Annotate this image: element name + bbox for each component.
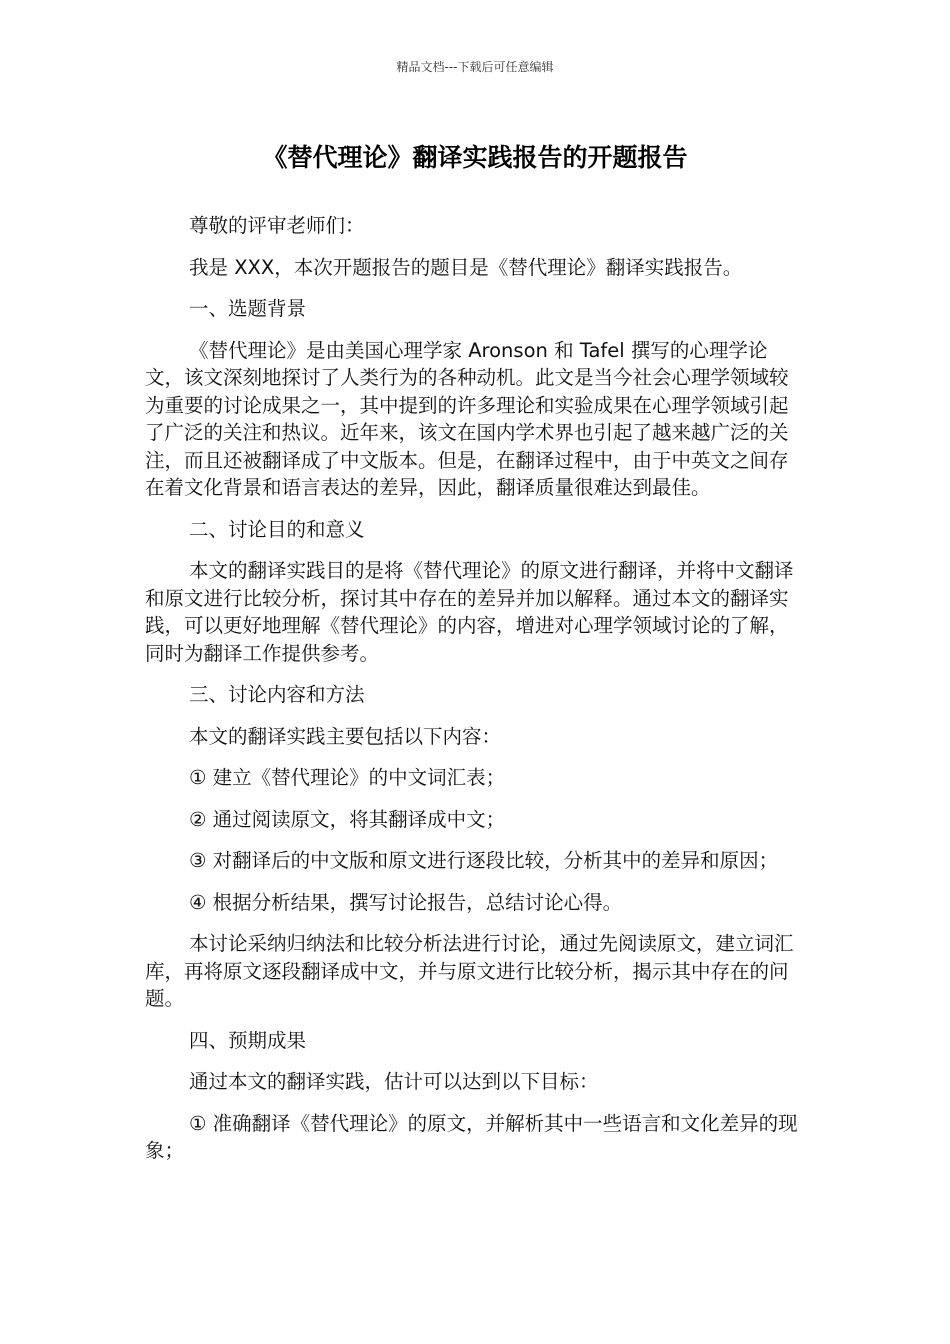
expected-list-item: ① 准确翻译《替代理论》的原文，并解析其中一些语言和文化差异的现象； [145, 1111, 798, 1162]
section-heading-content-method: 三、讨论内容和方法 [189, 683, 365, 706]
content-list-item: ④ 根据分析结果，撰写讨论报告，总结讨论心得。 [189, 890, 623, 914]
document-title: 《替代理论》翻译实践报告的开题报告 [262, 143, 688, 172]
content-list-item: ② 通过阅读原文，将其翻译成中文； [189, 807, 506, 831]
content-list-item: ③ 对翻译后的中文版和原文进行逐段比较，分析其中的差异和原因； [189, 849, 779, 872]
content-intro-paragraph: 本文的翻译实践主要包括以下内容： [189, 724, 502, 748]
page-header: 精品文档---下载后可任意编辑 [396, 60, 554, 74]
purpose-paragraph: 本文的翻译实践目的是将《替代理论》的原文进行翻译，并将中文翻译和原文进行比较分析，探讨其中存在的差异并加以解释。通过本文的翻译实践，可以更好地理解《替代理论》的内容，增进对心理学领域讨论的了解，同时为翻译工作提供参考。 [145, 559, 794, 665]
method-paragraph: 本讨论采纳归纳法和比较分析法进行讨论，通过先阅读原文，建立词汇库，再将原文逐段翻译成中文，并与原文进行比较分析，揭示其中存在的问题。 [145, 932, 794, 1010]
section-heading-purpose: 二、讨论目的和意义 [189, 517, 365, 541]
content-list-item: ① 建立《替代理论》的中文词汇表； [189, 766, 506, 789]
intro-paragraph: 我是 XXX，本次开题报告的题目是《替代理论》翻译实践报告。 [189, 255, 743, 279]
section-heading-background: 一、选题背景 [189, 297, 307, 320]
document-body [145, 212, 805, 1179]
section-heading-expected-results: 四、预期成果 [189, 1028, 307, 1052]
expected-intro-paragraph: 通过本文的翻译实践，估计可以达到以下目标： [189, 1070, 599, 1093]
background-paragraph: 《替代理论》是由美国心理学家 Aronson 和 Tafel 撰写的心理学论文，该文深刻地探讨了人类行为的各种动机。此文是当今社会心理学领域较为重要的讨论成果之一，其中提到的许多理论和实验成果在心理学领域引起了广泛的关注和热议。近年来，该文在国内学术界也引起了越来越广泛的关注，而且还被翻译成了中文版本。但是，在翻译过程中，由于中英文之间存在着文化背景和语言表达的差异，因此，翻译质量很难达到最佳。 [145, 338, 789, 499]
salutation-paragraph: 尊敬的评审老师们： [189, 214, 365, 237]
